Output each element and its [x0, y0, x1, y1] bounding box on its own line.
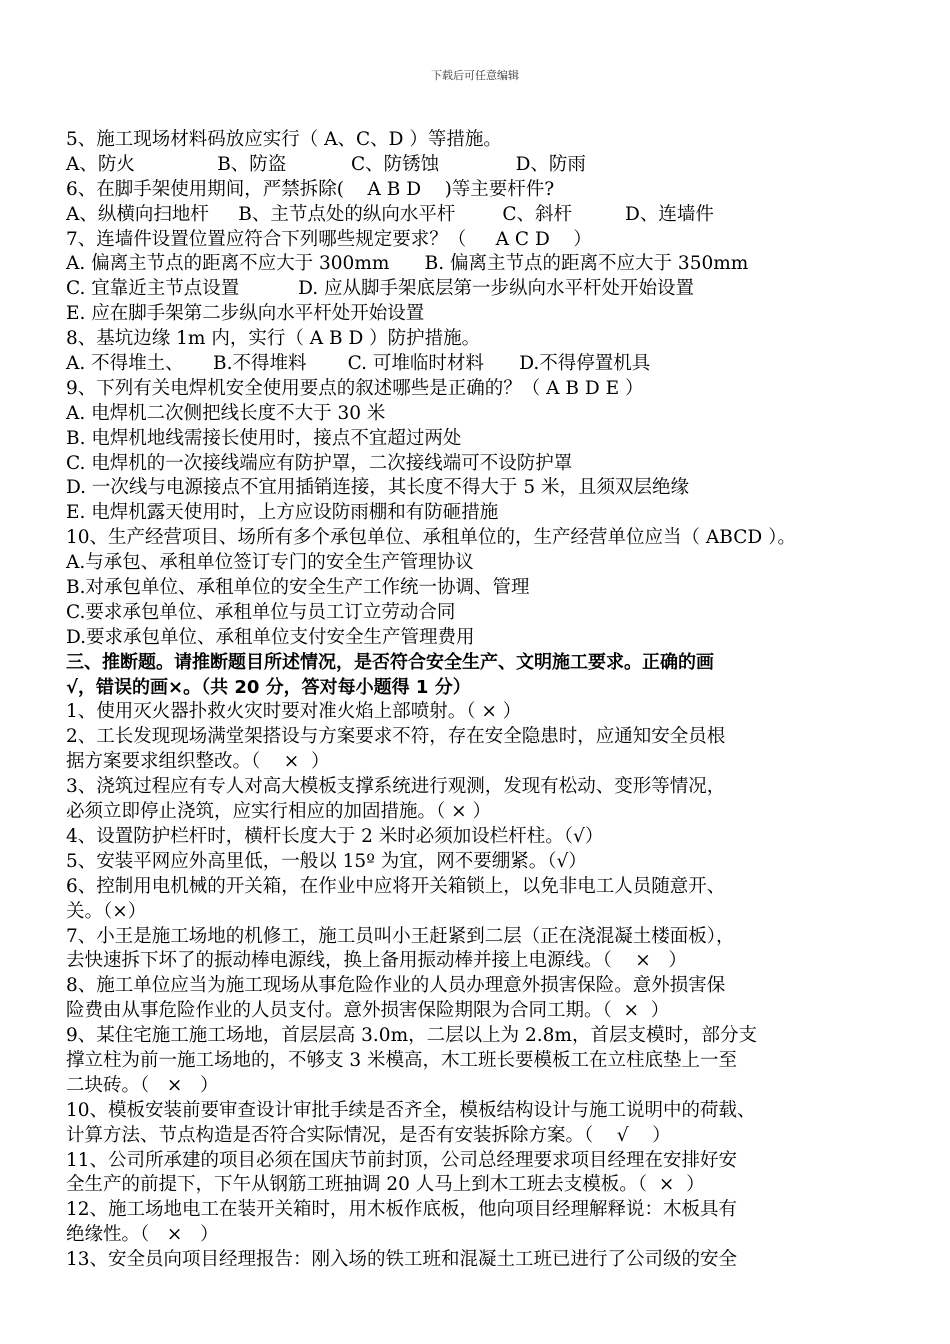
- judge-11-cont: 全生产的前提下，下午从钢筋工班抽调 20 人马上到木工班去支模板。（ × ）: [66, 1174, 705, 1196]
- judge-2-cont: 据方案要求组织整改。（ × ）: [66, 751, 330, 773]
- judge-8: 8、施工单位应当为施工现场从事危险作业的人员办理意外损害保险。意外损害保: [66, 975, 726, 997]
- judge-12: 12、施工场地电工在装开关箱时，用木板作底板，他向项目经理解释说：木板具有: [66, 1199, 738, 1221]
- document-body: [66, 128, 896, 1273]
- page-header: 下载后可任意编辑: [431, 69, 519, 82]
- judge-3: 3、浇筑过程应有专人对高大模板支撑系统进行观测，发现有松动、变形等情况，: [66, 776, 726, 798]
- question-5: 5、施工现场材料码放应实行（ A、C、D ）等措施。: [66, 129, 502, 150]
- judge-7: 7、小王是施工场地的机修工，施工员叫小王赶紧到二层（正在浇混凝土楼面板），: [66, 925, 735, 947]
- section-3-heading-cont: √，错误的画×。（共 20 分，答对每小题得 1 分）: [66, 676, 471, 698]
- judge-10-cont: 计算方法、节点构造是否符合实际情况，是否有安装拆除方案。（ √ ）: [66, 1124, 671, 1146]
- judge-4: 4、设置防护栏杆时，横杆长度大于 2 米时必须加设栏杆柱。（√）: [66, 825, 604, 847]
- section-3-heading: 三、推断题。请推断题目所述情况，是否符合安全生产、文明施工要求。正确的画: [66, 651, 714, 673]
- judge-8-cont: 险费由从事危险作业的人员支付。意外损害保险期限为合同工期。（ × ）: [66, 1000, 670, 1022]
- question-9-option-c: C. 电焊机的一次接线端应有防护罩，二次接线端可不设防护罩: [66, 452, 573, 474]
- question-9-option-d: D. 一次线与电源接点不宜用插销连接，其长度不得大于 5 米，且须双层绝缘: [66, 477, 689, 499]
- question-8: 8、基坑边缘 1m 内，实行（ A B D ）防护措施。: [66, 328, 481, 350]
- question-9-option-b: B. 电焊机地线需接长使用时，接点不宜超过两处: [66, 427, 462, 449]
- question-6: 6、在脚手架使用期间，严禁拆除( A B D )等主要杆件?: [66, 178, 555, 200]
- judge-3-cont: 必须立即停止浇筑，应实行相应的加固措施。（ × ）: [66, 801, 492, 823]
- judge-11: 11、公司所承建的项目必须在国庆节前封顶，公司总经理要求项目经理在安排好安: [66, 1149, 738, 1171]
- question-10-option-d: D.要求承包单位、承租单位支付安全生产管理费用: [66, 626, 475, 648]
- question-7-option-e: E. 应在脚手架第二步纵向水平杆处开始设置: [66, 303, 425, 325]
- judge-9: 9、某住宅施工施工场地，首层层高 3.0m，二层以上为 2.8m，首层支模时，部分支: [66, 1025, 757, 1047]
- judge-5: 5、安装平网应外高里低，一般以 15º 为宜，网不要绷紧。（√）: [66, 850, 587, 872]
- question-10: 10、生产经营项目、场所有多个承包单位、承租单位的，生产经营单位应当（ ABCD ）。: [66, 527, 796, 549]
- question-9-option-e: E. 电焊机露天使用时，上方应设防雨棚和有防砸措施: [66, 502, 499, 524]
- question-10-option-a: A.与承包、承租单位签订专门的安全生产管理协议: [66, 552, 474, 574]
- question-9: 9、下列有关电焊机安全使用要点的叙述哪些是正确的？（ A B D E ）: [66, 377, 644, 399]
- judge-13: 13、安全员向项目经理报告：刚入场的铁工班和混凝土工班已进行了公司级的安全: [66, 1249, 738, 1271]
- judge-9-cont-2: 二块砖。（ × ）: [66, 1074, 219, 1096]
- question-6-options: A、纵横向扫地杆 B、主节点处的纵向水平杆 C、斜杆 D、连墙件: [66, 203, 714, 225]
- judge-6: 6、控制用电机械的开关箱，在作业中应将开关箱锁上，以免非电工人员随意开、: [66, 875, 726, 897]
- question-7-option-ab: A. 偏离主节点的距离不应大于 300mm B. 偏离主节点的距离不应大于 350mm: [66, 253, 749, 275]
- judge-6-cont: 关。（×）: [66, 900, 147, 922]
- question-9-option-a: A. 电焊机二次侧把线长度不大于 30 米: [66, 402, 386, 424]
- question-7-option-cd: C. 宜靠近主节点设置 D. 应从脚手架底层第一步纵向水平杆处开始设置: [66, 278, 694, 300]
- judge-12-cont: 绝缘性。（ × ）: [66, 1224, 219, 1246]
- judge-9-cont: 撑立柱为前一施工场地的，不够支 3 米模高，木工班长要模板工在立柱底垫上一至: [66, 1049, 738, 1071]
- judge-1: 1、使用灭火器扑救火灾时要对准火焰上部喷射。（ × ）: [66, 701, 522, 723]
- judge-7-cont: 去快速拆下坏了的振动棒电源线，换上备用振动棒并接上电源线。（ × ）: [66, 950, 687, 972]
- question-7: 7、连墙件设置位置应符合下列哪些规定要求？（ A C D ）: [66, 228, 592, 250]
- question-10-option-c: C.要求承包单位、承租单位与员工订立劳动合同: [66, 601, 456, 623]
- judge-2: 2、工长发现现场满堂架搭设与方案要求不符，存在安全隐患时，应通知安全员根: [66, 726, 726, 748]
- judge-10: 10、模板安装前要审查设计审批手续是否齐全，模板结构设计与施工说明中的荷载、: [66, 1099, 756, 1121]
- question-5-options: A、防火 B、防盗 C、防锈蚀 D、防雨: [66, 153, 586, 175]
- question-8-options: A. 不得堆土、 B.不得堆料 C. 可堆临时材料 D.不得停置机具: [66, 353, 651, 375]
- question-10-option-b: B.对承包单位、承租单位的安全生产工作统一协调、管理: [66, 577, 530, 599]
